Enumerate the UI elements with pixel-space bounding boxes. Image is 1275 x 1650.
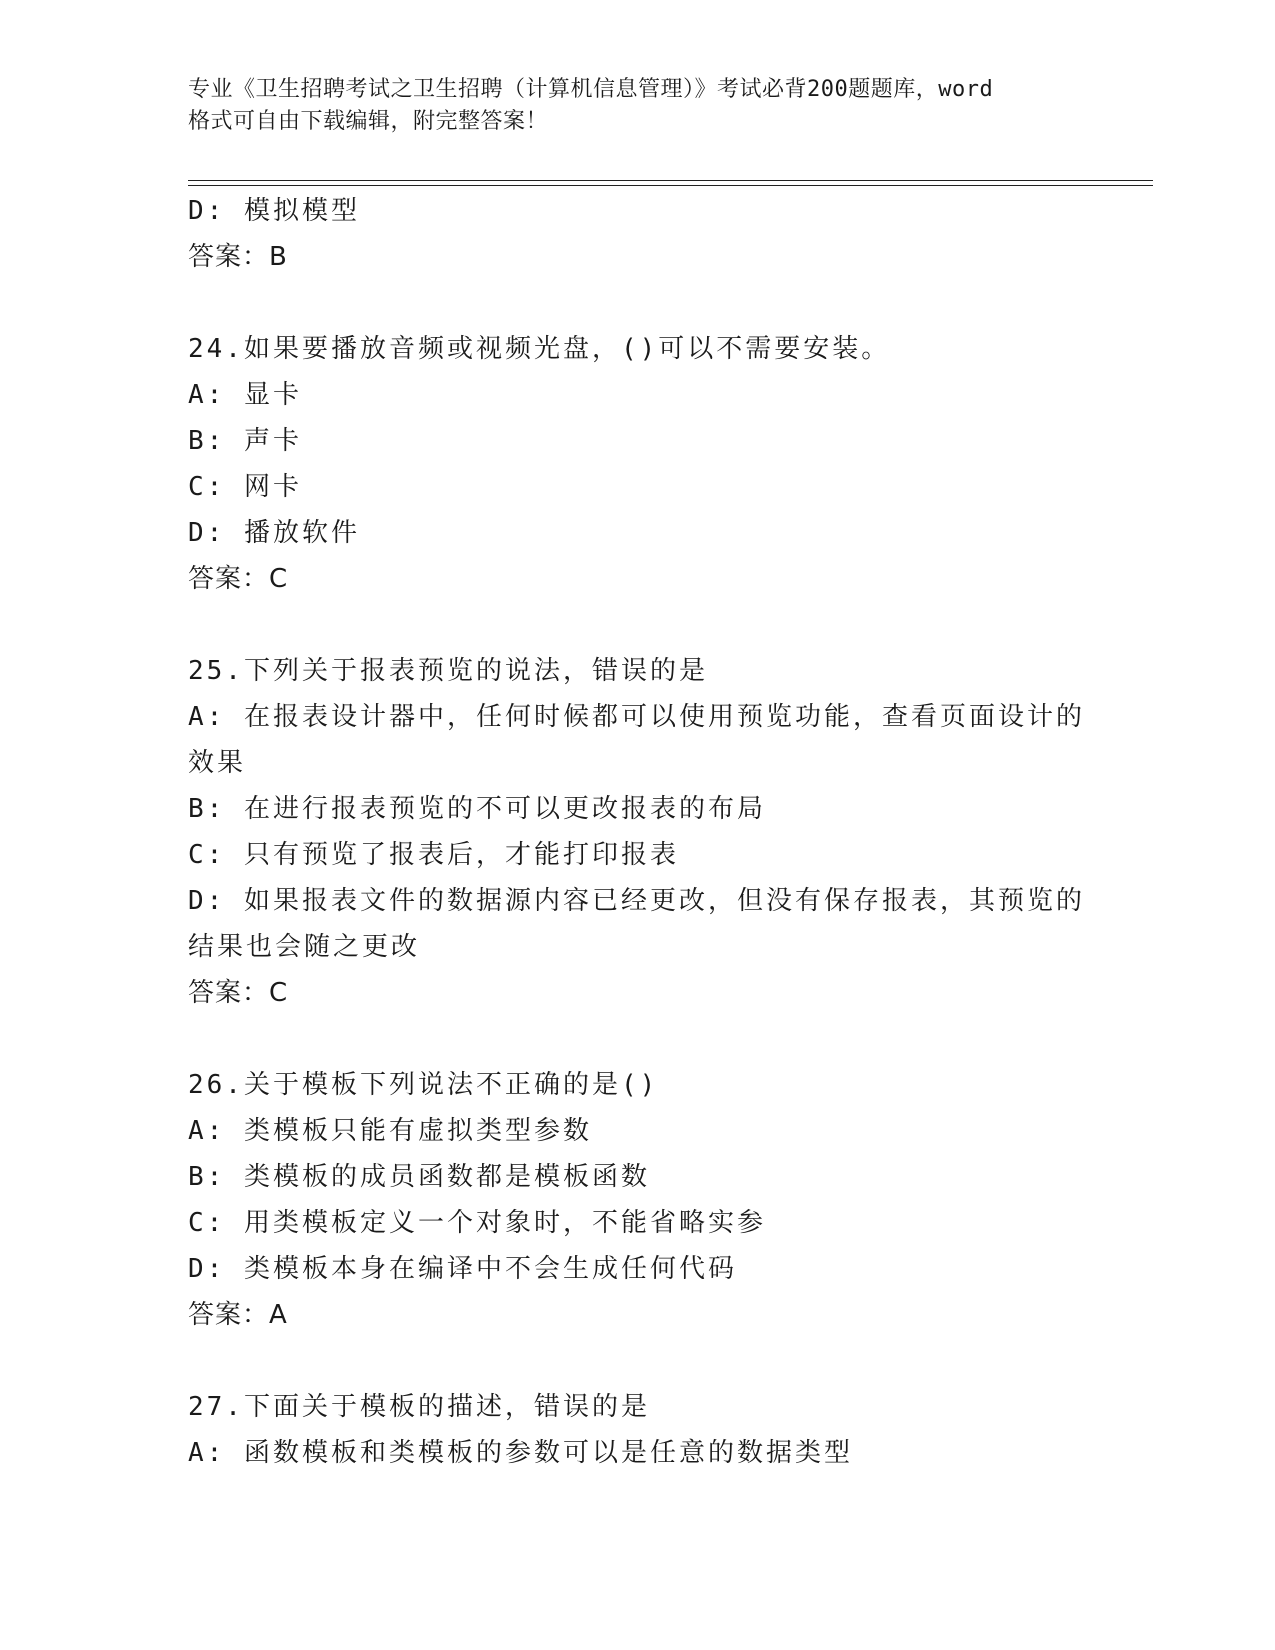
spacer bbox=[188, 280, 1088, 326]
spacer bbox=[188, 602, 1088, 648]
question-list bbox=[188, 188, 1088, 1476]
option-d: D: 如果报表文件的数据源内容已经更改，但没有保存报表，其预览的 bbox=[188, 886, 1085, 916]
option-d-continued: 结果也会随之更改 bbox=[188, 932, 421, 962]
answer-line: 答案：C bbox=[188, 978, 289, 1008]
option-a: A: 在报表设计器中，任何时候都可以使用预览功能，查看页面设计的 bbox=[188, 702, 1085, 732]
option-d: D: 播放软件 bbox=[188, 518, 360, 548]
option-a: A: 类模板只能有虚拟类型参数 bbox=[188, 1116, 592, 1146]
spacer bbox=[188, 1338, 1088, 1384]
header-divider-bottom bbox=[188, 185, 1153, 186]
question-stem: 25.下列关于报表预览的说法，错误的是 bbox=[188, 656, 708, 686]
question-27 bbox=[188, 1384, 1088, 1476]
option-b: B: 在进行报表预览的不可以更改报表的布局 bbox=[188, 794, 766, 824]
question-26 bbox=[188, 1062, 1088, 1338]
option-b: B: 声卡 bbox=[188, 426, 302, 456]
option-c: C: 网卡 bbox=[188, 472, 302, 502]
option-a-continued: 效果 bbox=[188, 748, 247, 778]
answer-line: 答案：B bbox=[188, 242, 288, 272]
option-d: D: 类模板本身在编译中不会生成任何代码 bbox=[188, 1254, 737, 1284]
option-c: C: 用类模板定义一个对象时，不能省略实参 bbox=[188, 1208, 766, 1238]
spacer bbox=[188, 1016, 1088, 1062]
question-stem: 26.关于模板下列说法不正确的是() bbox=[188, 1070, 659, 1100]
option-d: D: 模拟模型 bbox=[188, 196, 360, 226]
answer-line: 答案：C bbox=[188, 564, 289, 594]
question-stem: 24.如果要播放音频或视频光盘，()可以不需要安装。 bbox=[188, 334, 891, 364]
option-a: A: 函数模板和类模板的参数可以是任意的数据类型 bbox=[188, 1438, 853, 1468]
header-line-2: 格式可自由下载编辑，附完整答案！ bbox=[188, 109, 549, 134]
question-24 bbox=[188, 326, 1088, 602]
option-c: C: 只有预览了报表后，才能打印报表 bbox=[188, 840, 679, 870]
header-line-1: 专业《卫生招聘考试之卫生招聘（计算机信息管理）》考试必背200题题库，word bbox=[188, 77, 994, 102]
question-25 bbox=[188, 648, 1088, 1016]
option-b: B: 类模板的成员函数都是模板函数 bbox=[188, 1162, 650, 1192]
answer-line: 答案：A bbox=[188, 1300, 288, 1330]
question-stem: 27.下面关于模板的描述，错误的是 bbox=[188, 1392, 650, 1422]
document-header bbox=[188, 74, 1088, 138]
header-divider-top bbox=[188, 180, 1153, 181]
option-a: A: 显卡 bbox=[188, 380, 302, 410]
